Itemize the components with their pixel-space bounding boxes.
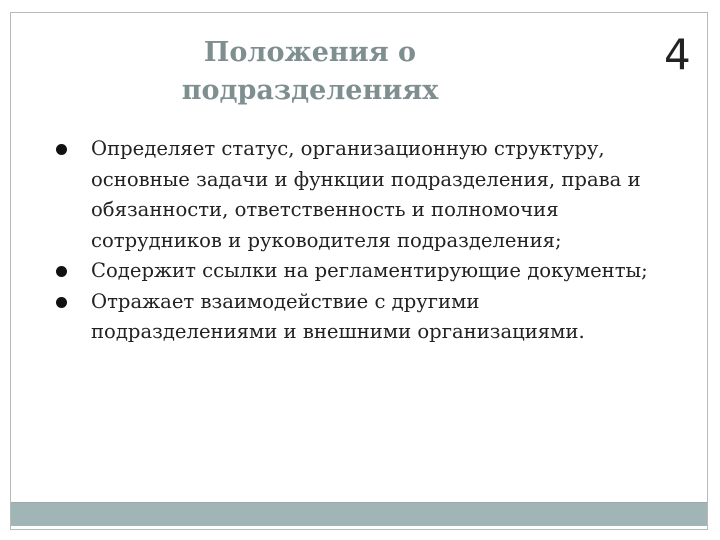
slide-number: 4 xyxy=(664,30,691,79)
bullet-list xyxy=(50,134,670,348)
bullet-dot-icon xyxy=(56,297,67,308)
bullet-dot-icon xyxy=(56,266,67,277)
bullet-text: Определяет статус, организационную структуру, основные задачи и функции подразделения, права и обязанности, ответственность и полномочия сотрудников и руководителя подразделения; xyxy=(91,137,641,252)
bullet-item xyxy=(50,134,670,256)
slide-title: Положения о подразделениях xyxy=(181,37,439,106)
bullet-text: Содержит ссылки на регламентирующие документы; xyxy=(91,259,648,282)
footer-bar xyxy=(11,502,707,526)
bullet-item xyxy=(50,256,670,287)
bullet-item xyxy=(50,287,670,348)
bullet-text: Отражает взаимодействие с другими подразделениями и внешними организациями. xyxy=(91,289,585,343)
bullet-dot-icon xyxy=(56,144,67,155)
